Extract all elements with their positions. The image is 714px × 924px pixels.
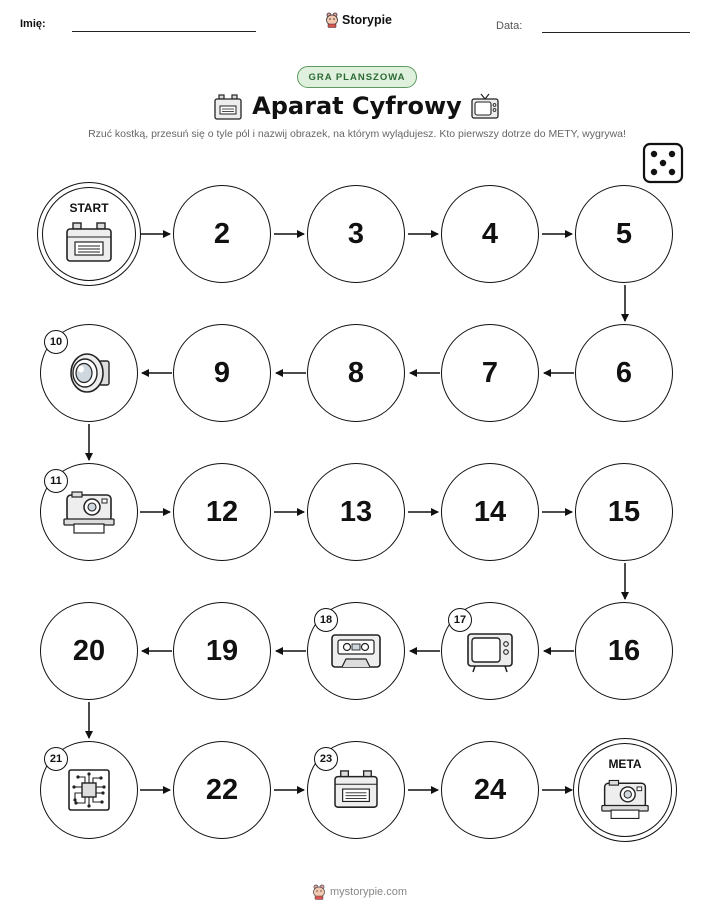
cassette-tape-icon (330, 633, 382, 669)
space-number: 7 (481, 356, 499, 389)
footer (312, 884, 407, 900)
storypie-mascot-icon (312, 884, 326, 900)
space-number: 14 (473, 495, 507, 528)
page-title: Aparat Cyfrowy (252, 92, 462, 120)
board-space-7 (441, 324, 539, 422)
board-space-4 (441, 185, 539, 283)
board-space-9 (173, 324, 271, 422)
space-number: 16 (607, 634, 641, 667)
space-number: 13 (339, 495, 373, 528)
space-number: 8 (347, 356, 365, 389)
space-number: 12 (205, 495, 239, 528)
name-label: Imię: (20, 18, 46, 30)
board-space-15 (575, 463, 673, 561)
board-space-22 (173, 741, 271, 839)
retro-tv-icon (465, 628, 515, 674)
space-number-badge: 17 (448, 608, 472, 632)
space-number: 4 (481, 217, 499, 250)
logo-text: Storypie (342, 13, 393, 27)
board-space-start (37, 182, 141, 286)
board-space-3 (307, 185, 405, 283)
space-number: 15 (607, 495, 641, 528)
board-space-24 (441, 741, 539, 839)
start-label: START (69, 201, 109, 215)
board-space-19 (173, 602, 271, 700)
date-label: Data: (496, 20, 523, 32)
board-space-13 (307, 463, 405, 561)
board-space-16 (575, 602, 673, 700)
space-number: 20 (72, 634, 106, 667)
space-number: 24 (473, 773, 507, 806)
space-number-badge: 23 (314, 747, 338, 771)
instant-camera-icon (62, 489, 116, 535)
board-space-8 (307, 324, 405, 422)
space-number: 22 (205, 773, 239, 806)
car-battery-icon (332, 769, 380, 811)
space-number: 3 (347, 217, 365, 250)
board-space-12 (173, 463, 271, 561)
space-number-badge: 18 (314, 608, 338, 632)
space-number-badge: 21 (44, 747, 68, 771)
space-number: 19 (205, 634, 239, 667)
space-number: 6 (615, 356, 633, 389)
finish-label: META (608, 757, 642, 771)
camera-lens-icon (63, 349, 115, 397)
board-space-6 (575, 324, 673, 422)
space-number: 5 (615, 217, 633, 250)
instant-camera-icon (600, 777, 650, 821)
car-battery-icon (64, 221, 114, 265)
footer-url: mystorypie.com (330, 886, 408, 898)
space-number: 2 (213, 217, 231, 250)
space-number: 9 (213, 356, 231, 389)
board-space-20 (40, 602, 138, 700)
space-number-badge: 11 (44, 469, 68, 493)
board-space-finish (573, 738, 677, 842)
board-space-2 (173, 185, 271, 283)
circuit-chip-icon (66, 767, 112, 813)
space-number-badge: 10 (44, 330, 68, 354)
board-space-14 (441, 463, 539, 561)
board-space-5 (575, 185, 673, 283)
category-badge: GRA PLANSZOWA (297, 66, 417, 88)
instructions: Rzuć kostką, przesuń się o tyle pól i nazwij obrazek, na którym wylądujesz. Kto pierwszy dotrze do METY, wygrywa! (88, 128, 626, 140)
